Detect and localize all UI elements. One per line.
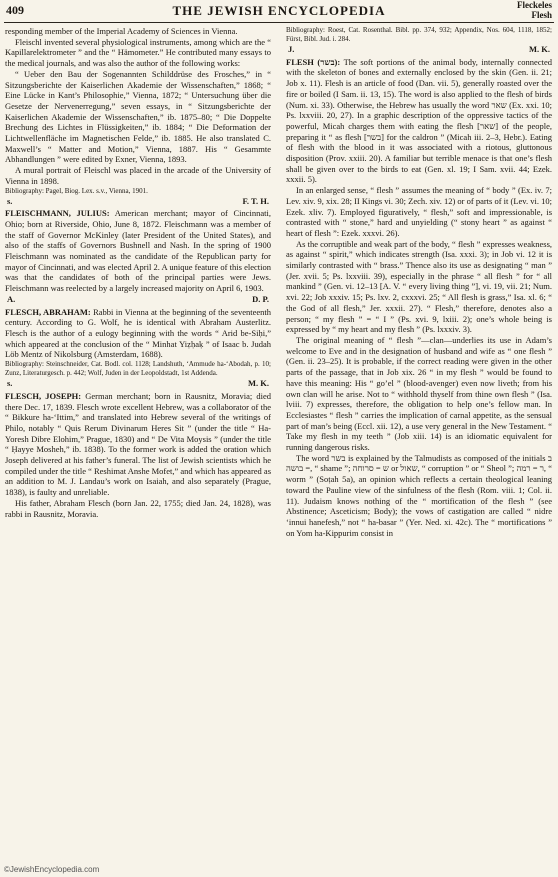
copyright-credit: ©JewishEncyclopedia.com	[4, 865, 100, 874]
flesch-abraham-text: Rabbi in Vienna at the beginning of the seventeenth century. According to G. Wolf, he is identical with Abraham Austerlitz. Flesch is the author of a eulogy beginning with the words “ Arid be-Siḥi,” which appeared at the conclusion of the “ Minhat Yiẓḥaḳ ” of Isaac b. Judah Löb Mentz of Nikolsburg (Amsterdam, 1688).	[5, 306, 271, 360]
fleischl-works-paragraph: “ Ueber den Bau der Sogenannten Schilddrüse des Frosches,” in “ Sitzungsberichte der Kaiserlichen Akademie der Wissenschaften,” 1868; “ Eine Lücke in Kant’s Philosophie,” Vienna, 1872; “ Untersuchung über die Gesetze der Nervenerregung,” seven essays, in “ Sitzungsberichte der Kaiserlichen Akademie der Wissenschaften,” ib. 1875–80; “ Die Doppelte Brechung des Lichtes in Flüssigkeiten,” ib. 1884; “ Die Deformation der Lichtwellenfläche im Magnetischen Felde,” ib. 1885. He also translated C. Maxwell’s “ Matter and Motion,” Vienna, 1887. His “ Gesammte Abhandlungen ” were edited by Exner, Vienna, 1893.	[5, 68, 271, 165]
flesh-clan-paragraph: The original meaning of “ flesh ”—clan—underlies its use in Adam’s welcome to Eve and in the designation of husband and wife as “ one flesh ” (Gen. ii. 23–25). It is probable, if the correct reading were given in the other parts of the passage, that in Job xix. 26 “ in my flesh ” would be found to have this meaning: His “ go’el ” (blood-avenger) even now liveth; from his own clan will he arise. Not to “ withhold thyself from thine own flesh ” (Isa. lviii. 7) expresses, therefore, the obligation to help one’s fellow man. In Ecclesiastes “ flesh ” carries the implication of carnal appetite, as the sensual part of man’s being (Eccl. xii. 12), a use very general in the New Testament. “ Take my flesh in my teeth ” (Job xiii. 14) is an idiomatic equivalent for running dangerous risks.	[286, 334, 552, 453]
flesh-weakness-paragraph: As the corruptible and weak part of the body, “ flesh ” expresses weakness, as against “ spirit,” which indicates strength (Isa. xxxi. 3); in Job vi. 12 it is similarly contrasted with “ brass.” Thence also its use as designating “ man ” (Jer. xvii. 5; Ps. lxxviii. 39), especially in the phrase “ all flesh ” for “ all mankind ” (Gen. vi. 12–13 [A. V. “ every living thing ”], vi. 19, vii. 21; Num. xvi. 22; Job xxxiv. 15; Ps. lxv. 2, cxxxvi. 25; “ All flesh is grass,” Isa. xl. 6; “ the God of all flesh,” Jer. xxxii. 27). “ Flesh,” therefore, denotes also a person; “ my flesh ” = “ I ” (Ps. xvi. 9, lxiii. 2); one’s whole being is expressed by “ my heart and my flesh ” (Ps. lxxxiv. 3).	[286, 238, 552, 335]
fleischl-bibliography: Bibliography: Pagel, Biog. Lex. s.v., Vienna, 1901.	[5, 186, 148, 195]
flesch-joseph-signature	[288, 44, 550, 55]
signature-right: M. K.	[528, 44, 550, 54]
flesch-abraham-bibliography: Bibliography: Steinschneider, Cat. Bodl. col. 1128; Landshuth, ‘Ammude ha-‘Abodah, p. 10; Zunz, Literaturgesch. p. 442; Wolf, Juden in der Leopoldstadt, 1st Addenda.	[5, 360, 271, 378]
flesch-joseph-bibliography: Bibliography: Roest, Cat. Rosenthal. Bibl. pp. 374, 932; Appendix, Nos. 604, 1118, 1852; Fürst, Bibl. Jud. i. 284.	[286, 26, 552, 43]
catchword-top: Fleckeles	[517, 0, 552, 10]
flesh-talmud-paragraph: The word בשר is explained by the Talmudists as composed of the initials ב = בושה, “ shame ”; ש = סרוחה or שאול, “ corruption ” or “ Sheol ”; ר = רמה, “ worm ” (Soṭah 5a), an opinion which reflects a certain theological leaning toward the Pauline view of the sinfulness of the flesh (Rom. viii. 1; Col. ii. 11). Judaism knows nothing of the “ mortification of the flesh ” (see Abstinence; Asceticism; Body); the vows of castigation are called “ nidre ‘innui hanefesh,” not “ ha-basar ” (Yer. Ned. xi. 42c). The “ mortifications ” on Yom ha-Kippurim consist in	[286, 452, 552, 538]
flesh-text: The soft portions of the animal body, internally connected with the skeleton of bones and externally enclosed by the skin (Gen. ii. 21; Job x. 11). Flesh is an article of food (Dan. vii. 5), generally roasted over the fire or boiled (I Sam. ii. 13, 15). The word is also applied to the flesh of birds (Num. xi. 33). Otherwise, the Hebrew has usually the word שאר (Ex. xxi. 10; Ps. lxxviii. 20, 27). In a graphic description of the oppressive tactics of the powerful, Micah charges them with eating the flesh [שאר] of the people, preparing it “ as flesh [בשר] for the caldron ” (Micah iii. 2–3, Hebr.). Eating of flesh with the blood in it was associated with a riotous, gluttonous disposition (Prov. xxiii. 20). A familiar but terrible menace is that one’s flesh shall be given over to the birds to eat (Gen. xl. 19; I Sam. xvii. 44; Ezek. xxxii. 5).	[286, 56, 553, 185]
fleischmann-signature	[7, 294, 269, 305]
right-column	[286, 26, 552, 538]
page-number: 409	[6, 3, 24, 17]
intro-text: responding member of the Imperial Academy of Sciences in Vienna.	[5, 26, 238, 36]
fleischl-instruments-paragraph: Fleischl invented several physiological instruments, among which are the “ Kapillarelektrometer ” and the “ Hämometer.” He contributed many essays to the medical journals, and was also the author of the following works:	[5, 36, 271, 69]
flesch-joseph-entry	[5, 391, 271, 498]
flesh-body-paragraph: In an enlarged sense, “ flesh ” assumes the meaning of “ body ” (Ex. iv. 7; Lev. xiv. 9, xix. 28; II Kings vi. 30; Zech. xiv. 12) or of parts of it (Lev. vi. 10; Ezek. xliv. 7). Employed figuratively, “ flesh,” soft and impressionable, is contrasted with “ stone,” hard and unyielding (“ stony heart ” as against “ heart of flesh ”: Ezek. xxxvi. 26).	[286, 185, 552, 238]
flesch-abraham-entry	[5, 307, 271, 361]
fleischl-signature	[7, 196, 269, 207]
fleischmann-text: American merchant; mayor of Cincinnati, Ohio; born at Riverside, Ohio, June 8, 1872. Fleischmann was a member of the staff of Governor McKinley (later President of the United States), and also of the staffs of Governors Bushnell and Nash. In the spring of 1900 Fleischmann was nominated as the candidate of the Republican party for mayor of Cincinnati, and was elected April 2. A unique feature of this election was that the candidates of both of the principal parties were Jews. Fleischmann was reelected by a largely increased majority on April 6, 1903.	[5, 208, 272, 294]
flesh-entry	[286, 57, 552, 185]
flesch-abraham-signature	[7, 378, 269, 389]
journal-title: THE JEWISH ENCYCLOPEDIA	[172, 3, 386, 18]
fleischmann-heading: FLEISCHMANN, JULIUS:	[5, 208, 110, 219]
catchwords	[517, 0, 552, 20]
flesch-joseph-text: German merchant; born in Rausnitz, Moravia; died there Dec. 17, 1839. Flesch wrote excellent Hebrew, was a collaborator of the “ Bikkure ha-‘Ittim,” and translated into Hebrew several of the writings of Philo, notably “ Quis Rerum Divinarum Heres Sit ” (under the title “ Ha-Yoresh Dibre Elohim,” Prague, 1830) and “ De Vita Moysis ” (under the title “ Ḥayye Mosheh,” ib. 1838). To the former work is added the oration which Joseph delivered at his father’s funeral. The list of Jewish scientists which he compiled under the title “ Reshimat Anshe Mofet,” and which has appeared as an addition to M. J. Landau’s work on Isaiah, and also separately (Prague, 1838), is faulty and unreliable.	[5, 390, 272, 498]
flesch-abraham-heading: FLESCH, ABRAHAM:	[5, 306, 91, 317]
left-column	[5, 26, 271, 519]
flesh-heading: FLESH (בשר):	[286, 56, 341, 67]
signature-right: F. T. H.	[242, 195, 269, 206]
flesch-joseph-heading: FLESCH, JOSEPH:	[5, 390, 82, 401]
signature-left: s.	[7, 195, 13, 206]
page-header	[4, 0, 554, 23]
signature-left: J.	[288, 44, 295, 54]
signature-right: M. K.	[247, 378, 269, 389]
signature-right: D. P.	[252, 293, 269, 304]
signature-left: s.	[7, 378, 13, 389]
flesch-joseph-father-paragraph: His father, Abraham Flesch (born Jan. 22, 1755; died Jan. 24, 1828), was rabbi in Rausnitz, Moravia.	[5, 497, 271, 519]
fleischmann-entry	[5, 208, 271, 294]
fleischl-portrait-paragraph: A mural portrait of Fleischl was placed in the arcade of the University of Vienna in 1898.	[5, 165, 271, 186]
signature-left: A.	[7, 293, 16, 304]
catchword-bottom: Flesh	[531, 10, 552, 20]
